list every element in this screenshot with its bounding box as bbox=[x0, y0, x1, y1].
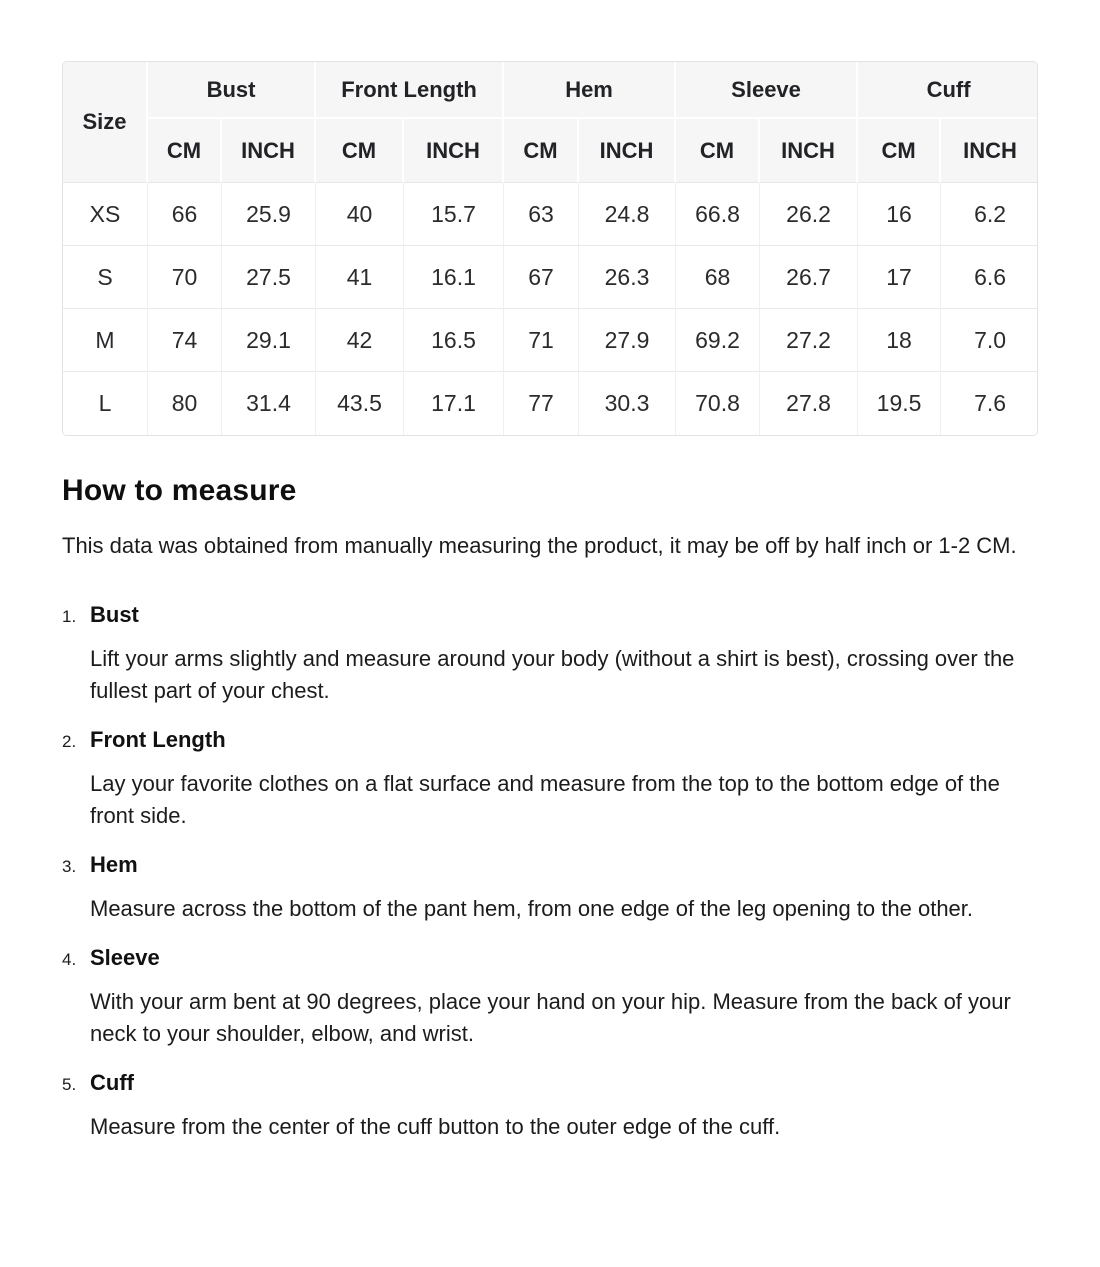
list-item-front-length bbox=[62, 725, 1038, 832]
unit-header-sleeve-inch: INCH bbox=[760, 119, 858, 183]
measurement-cell: 30.3 bbox=[579, 372, 676, 435]
step-description: Measure across the bottom of the pant hem, from one edge of the leg opening to the other. bbox=[90, 896, 974, 921]
unit-header-hem-cm: CM bbox=[504, 119, 579, 183]
measure-intro-text: This data was obtained from manually measuring the product, it may be off by half inch or 1-2 CM. bbox=[62, 533, 1017, 558]
column-group-bust: Bust bbox=[148, 62, 316, 119]
measurement-cell: 27.2 bbox=[760, 309, 858, 372]
measurement-cell: 15.7 bbox=[404, 183, 504, 246]
list-item-bust bbox=[62, 600, 1038, 707]
step-header bbox=[62, 943, 1038, 973]
step-description: Lay your favorite clothes on a flat surface and measure from the top to the bottom edge of the front side. bbox=[90, 771, 1000, 828]
column-group-cuff: Cuff bbox=[858, 62, 1038, 119]
size-cell: L bbox=[63, 372, 148, 435]
measurement-cell: 70.8 bbox=[676, 372, 760, 435]
step-number: 1. bbox=[62, 607, 77, 626]
column-group-sleeve: Sleeve bbox=[676, 62, 858, 119]
step-header bbox=[62, 600, 1038, 630]
column-header-size: Size bbox=[63, 62, 148, 183]
unit-header-cuff-inch: INCH bbox=[941, 119, 1038, 183]
measurement-cell: 42 bbox=[316, 309, 404, 372]
measurement-cell: 24.8 bbox=[579, 183, 676, 246]
measurement-cell: 41 bbox=[316, 246, 404, 309]
table-row-xs bbox=[63, 183, 1038, 246]
measurement-cell: 27.5 bbox=[222, 246, 316, 309]
measurement-cell: 40 bbox=[316, 183, 404, 246]
column-group-front-length: Front Length bbox=[316, 62, 504, 119]
measurement-cell: 27.9 bbox=[579, 309, 676, 372]
measurement-cell: 69.2 bbox=[676, 309, 760, 372]
measurement-cell: 63 bbox=[504, 183, 579, 246]
measurement-cell: 77 bbox=[504, 372, 579, 435]
column-group-hem: Hem bbox=[504, 62, 676, 119]
measurement-cell: 26.7 bbox=[760, 246, 858, 309]
size-cell: XS bbox=[63, 183, 148, 246]
measurement-cell: 71 bbox=[504, 309, 579, 372]
step-description: Measure from the center of the cuff button to the outer edge of the cuff. bbox=[90, 1114, 781, 1139]
measurement-cell: 31.4 bbox=[222, 372, 316, 435]
measurement-cell: 6.6 bbox=[941, 246, 1038, 309]
measurement-cell: 66.8 bbox=[676, 183, 760, 246]
measurement-cell: 17 bbox=[858, 246, 941, 309]
unit-header-front-length-cm: CM bbox=[316, 119, 404, 183]
step-number: 4. bbox=[62, 950, 77, 969]
measurement-cell: 43.5 bbox=[316, 372, 404, 435]
measurement-cell: 7.6 bbox=[941, 372, 1038, 435]
size-cell: M bbox=[63, 309, 148, 372]
measurement-cell: 27.8 bbox=[760, 372, 858, 435]
step-title: Cuff bbox=[90, 1070, 134, 1095]
table-row-m bbox=[63, 309, 1038, 372]
unit-header-cuff-cm: CM bbox=[858, 119, 941, 183]
measurement-cell: 16.1 bbox=[404, 246, 504, 309]
step-title: Front Length bbox=[90, 727, 226, 752]
unit-header-sleeve-cm: CM bbox=[676, 119, 760, 183]
unit-header-bust-inch: INCH bbox=[222, 119, 316, 183]
step-title: Bust bbox=[90, 602, 139, 627]
measurement-cell: 19.5 bbox=[858, 372, 941, 435]
measurement-cell: 16.5 bbox=[404, 309, 504, 372]
measure-steps-list bbox=[62, 600, 1038, 1143]
measurement-cell: 6.2 bbox=[941, 183, 1038, 246]
unit-header-hem-inch: INCH bbox=[579, 119, 676, 183]
step-number: 5. bbox=[62, 1075, 77, 1094]
step-header bbox=[62, 1068, 1038, 1098]
measurement-cell: 26.3 bbox=[579, 246, 676, 309]
table-row-l bbox=[63, 372, 1038, 435]
measurement-cell: 26.2 bbox=[760, 183, 858, 246]
step-title: Sleeve bbox=[90, 945, 160, 970]
step-description: Lift your arms slightly and measure around your body (without a shirt is best), crossing over the fullest part of your chest. bbox=[90, 646, 1015, 703]
measurement-cell: 74 bbox=[148, 309, 222, 372]
unit-header-bust-cm: CM bbox=[148, 119, 222, 183]
step-header bbox=[62, 850, 1038, 880]
how-to-measure-heading: How to measure bbox=[62, 474, 297, 507]
size-chart bbox=[62, 61, 1038, 436]
measurement-cell: 18 bbox=[858, 309, 941, 372]
measurement-cell: 25.9 bbox=[222, 183, 316, 246]
unit-header-front-length-inch: INCH bbox=[404, 119, 504, 183]
size-cell: S bbox=[63, 246, 148, 309]
step-header bbox=[62, 725, 1038, 755]
measurement-cell: 7.0 bbox=[941, 309, 1038, 372]
measurement-cell: 16 bbox=[858, 183, 941, 246]
measurement-cell: 68 bbox=[676, 246, 760, 309]
step-number: 3. bbox=[62, 857, 77, 876]
list-item-sleeve bbox=[62, 943, 1038, 1050]
size-chart-table bbox=[63, 62, 1038, 435]
step-title: Hem bbox=[90, 852, 138, 877]
list-item-hem bbox=[62, 850, 1038, 925]
measurement-cell: 67 bbox=[504, 246, 579, 309]
measurement-cell: 17.1 bbox=[404, 372, 504, 435]
table-row-s bbox=[63, 246, 1038, 309]
step-number: 2. bbox=[62, 732, 77, 751]
measurement-cell: 80 bbox=[148, 372, 222, 435]
list-item-cuff bbox=[62, 1068, 1038, 1143]
measurement-cell: 66 bbox=[148, 183, 222, 246]
step-description: With your arm bent at 90 degrees, place your hand on your hip. Measure from the back of your neck to your shoulder, elbow, and wrist. bbox=[90, 989, 1011, 1046]
measurement-cell: 29.1 bbox=[222, 309, 316, 372]
measurement-cell: 70 bbox=[148, 246, 222, 309]
